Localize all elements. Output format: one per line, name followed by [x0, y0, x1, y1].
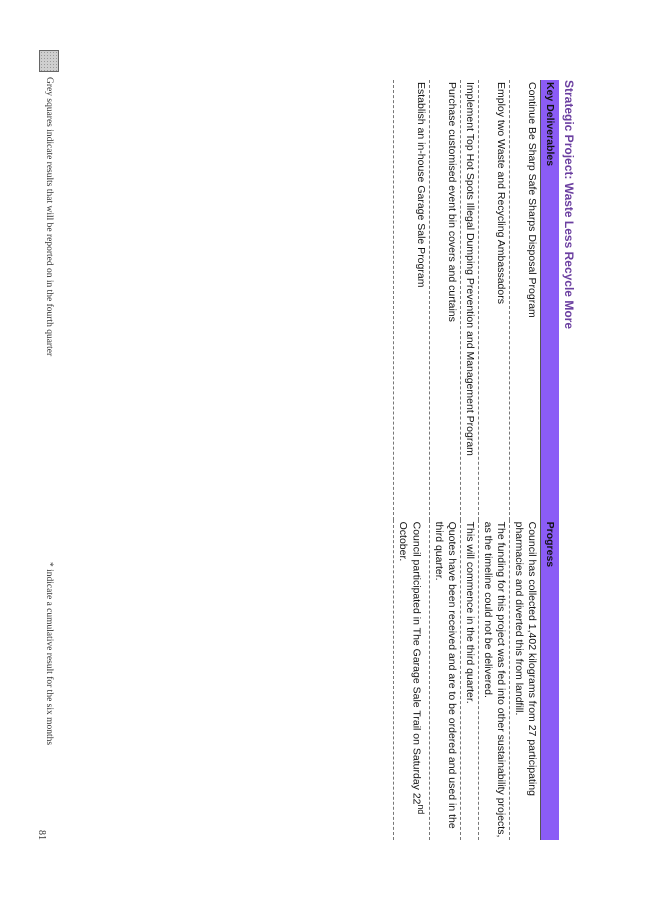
progress-cell	[394, 520, 430, 840]
page-title: Strategic Project: Waste Less Recycle More	[562, 80, 576, 329]
progress-cell: Council has collected 1,402 kilograms from 27 participating pharmacies and diverted this from landfill.	[510, 520, 541, 840]
legend	[35, 50, 59, 850]
progress-cell: Quotes have been received and are to be ordered and used in the third quarter.	[430, 520, 461, 840]
progress-text-end: October.	[397, 521, 410, 562]
deliverables-table	[394, 80, 560, 840]
legend-grey-note: Grey squares indicate results that will be reported on in the fourth quarter	[44, 77, 54, 357]
header-progress: Progress	[541, 520, 560, 840]
progress-cell: This will commence in the third quarter.	[461, 520, 479, 840]
progress-text-start: Council participated in The Garage Sale Trail on Saturday 22	[410, 521, 423, 805]
legend-star-note: * indicate a cumulative result for the six months	[44, 562, 54, 746]
table-row	[461, 80, 479, 840]
table-row	[510, 80, 541, 840]
table-header-row	[541, 80, 560, 840]
page-number: 81	[36, 830, 47, 840]
grey-square-icon	[39, 50, 59, 72]
ordinal-suffix: nd	[416, 804, 426, 815]
header-key-deliverables: Key Deliverables	[541, 80, 560, 520]
progress-cell: The funding for this project was fed into other sustainability projects, as the timeline could not be delivered.	[479, 520, 510, 840]
deliverable-cell: Establish an in-house Garage Sale Program	[394, 80, 430, 520]
table-row	[394, 80, 430, 840]
deliverable-cell: Purchase customised event bin covers and curtains	[430, 80, 461, 520]
deliverable-cell: Employ two Waste and Recycling Ambassadors	[479, 80, 510, 520]
deliverable-cell: Continue Be Sharp Safe Sharps Disposal Program	[510, 80, 541, 520]
table-row	[430, 80, 461, 840]
table-row	[479, 80, 510, 840]
deliverable-cell: Implement Top Hot Spots Illegal Dumping Prevention and Management Program	[461, 80, 479, 520]
